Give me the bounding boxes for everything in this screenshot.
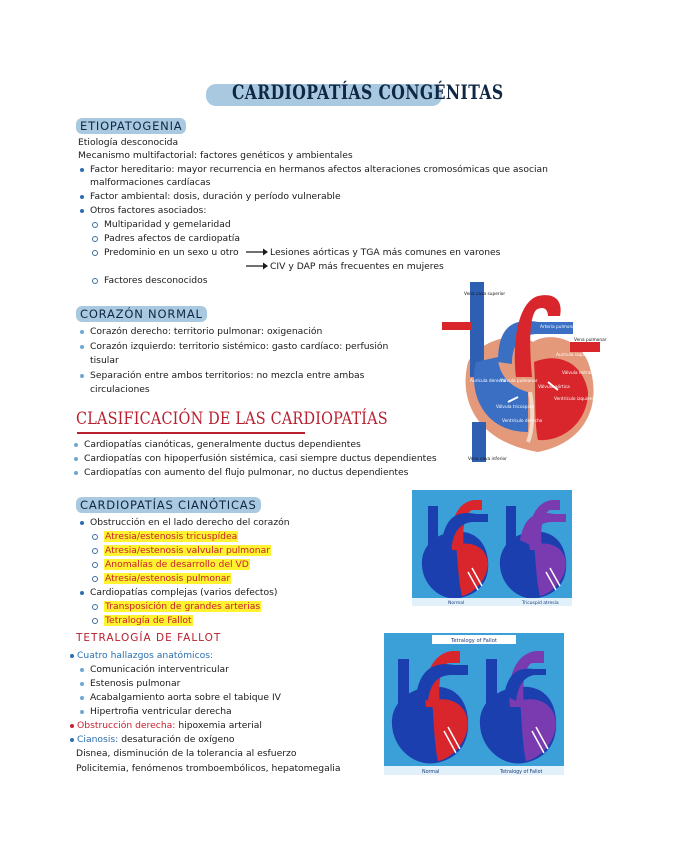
tetra-sub-4-text: Hipertrofia ventricular derecha <box>90 706 232 717</box>
page-title <box>206 78 504 110</box>
bullet-icon <box>80 668 84 672</box>
etio-line-1: Etiología desconocida <box>78 137 179 148</box>
cian-sub-5 <box>92 600 261 613</box>
bullet-icon <box>70 654 74 658</box>
tetra-bullet-3 <box>70 733 235 746</box>
tetra-sub-1-text: Comunicación interventricular <box>90 664 229 675</box>
cian-sub-3 <box>92 558 250 571</box>
fig2-caption-right: Tetralogy of Fallot <box>500 770 543 775</box>
etio-bullet-3 <box>80 204 206 217</box>
etio-sub-2-text: Padres afectos de cardiopatía <box>104 233 240 244</box>
bullet-icon <box>80 521 84 525</box>
bullet-icon <box>80 710 84 714</box>
pulmonary-vein <box>570 342 600 352</box>
heading-underline <box>77 432 305 434</box>
cian-sub-1-text: Atresia/estenosis tricuspídea <box>105 531 238 542</box>
tetra-line-1: Disnea, disminución de la tolerancia al esfuerzo <box>76 748 297 759</box>
etio-bullet-1-cont: malformaciones cardíacas <box>90 177 211 188</box>
etio-sub-3-text: Predominio en un sexo u otro <box>104 247 239 258</box>
label-ventriculo-izq: Ventrículo izquierdo <box>554 397 597 402</box>
corazon-bullet-1-text: Corazón derecho: territorio pulmonar: oxigenación <box>90 326 323 337</box>
cian-sub-4-text: Atresia/estenosis pulmonar <box>105 573 231 584</box>
label-aorta: Aorta <box>534 290 546 295</box>
heading-tetralogia: TETRALOGÍA DE FALLOT <box>76 632 222 644</box>
bullet-icon <box>80 345 84 349</box>
tricuspid-atresia-figure <box>412 490 572 606</box>
label-vci: Vena cava inferior <box>468 457 507 462</box>
etio-sub-4-text: Factores desconocidos <box>104 275 208 286</box>
label-auricula-der: Aurícula derecha <box>470 379 507 384</box>
etio-sub-3 <box>92 246 239 259</box>
cian-bullet-1-text: Obstrucción en el lado derecho del corazón <box>90 517 290 528</box>
ring-bullet-icon <box>92 236 98 242</box>
bullet-icon <box>80 374 84 378</box>
corazon-bullet-3-text: Separación entre ambos territorios: no mezcla entre ambas <box>90 370 365 381</box>
heading-clasificacion: CLASIFICACIÓN DE LAS CARDIOPATÍAS <box>76 409 388 429</box>
tetra-sub-3-text: Acabalgamiento aorta sobre el tabique IV <box>90 692 281 703</box>
etio-sub-3a: Lesiones aórticas y TGA más comunes en varones <box>270 247 501 258</box>
bullet-icon <box>80 209 84 213</box>
cian-sub-2 <box>92 544 271 557</box>
bullet-icon <box>80 195 84 199</box>
tetra-bullet-3-text: desaturación de oxígeno <box>121 734 235 745</box>
ring-bullet-icon <box>92 604 98 610</box>
tetra-sub-4 <box>80 705 232 718</box>
bullet-icon <box>80 682 84 686</box>
tetra-sub-2 <box>80 677 180 690</box>
tetra-sub-2-text: Estenosis pulmonar <box>90 678 181 689</box>
ring-bullet-icon <box>92 222 98 228</box>
bullet-icon <box>70 738 74 742</box>
etio-line-2: Mecanismo multifactorial: factores genéticos y ambientales <box>78 150 353 161</box>
etio-sub-3b: CIV y DAP más frecuentes en mujeres <box>270 261 444 272</box>
tetra-bullet-2-text: hipoxemia arterial <box>178 720 262 731</box>
etio-bullet-2-text: Factor ambiental: dosis, duración y período vulnerable <box>90 191 341 202</box>
clasif-bullet-1 <box>74 438 361 451</box>
ring-bullet-icon <box>92 534 98 540</box>
label-auricula-izq: Aurícula izquierda <box>556 353 595 358</box>
fig2-title: Tetralogy of Fallot <box>451 638 497 644</box>
clasif-bullet-3-text: Cardiopatías con aumento del flujo pulmonar, no ductus dependientes <box>84 467 409 478</box>
label-valvula-pulmonar: Válvula pulmonar <box>500 379 538 384</box>
corazon-bullet-1 <box>80 325 322 338</box>
bullet-icon <box>70 724 74 728</box>
tetra-line-2: Policitemia, fenómenos tromboembólicos, hepatomegalia <box>76 763 341 774</box>
corazon-bullet-2 <box>80 340 388 353</box>
etio-bullet-1 <box>80 163 548 176</box>
cian-sub-5-text: Transposición de grandes arterias <box>105 601 261 612</box>
cian-bullet-2 <box>80 586 278 599</box>
etio-bullet-1-text: Factor hereditario: mayor recurrencia en hermanos afectos alteraciones cromosómicas que asocian <box>90 164 548 175</box>
bullet-icon <box>80 330 84 334</box>
etio-bullet-2 <box>80 190 341 203</box>
tetralogy-figure <box>384 633 564 775</box>
fig1-caption-left: Normal <box>448 601 465 606</box>
label-arteria-pulmonar: Arteria pulmonar <box>540 325 577 330</box>
arrow-right-icon <box>246 261 268 271</box>
etio-sub-4 <box>92 274 208 287</box>
tetra-bullet-1 <box>70 649 213 662</box>
label-vcs: Vena cava superior <box>464 292 506 297</box>
corazon-bullet-3-cont: circulaciones <box>90 384 150 395</box>
ring-bullet-icon <box>92 562 98 568</box>
etio-sub-1 <box>92 218 231 231</box>
fig2-caption-left: Normal <box>422 770 440 775</box>
normal-heart-diagram <box>438 282 608 462</box>
bullet-icon <box>74 443 78 447</box>
ring-bullet-icon <box>92 618 98 624</box>
heading-cianoticas: CARDIOPATÍAS CIANÓTICAS <box>76 497 261 513</box>
corazon-bullet-2-text: Corazón izquierdo: territorio sistémico: gasto cardíaco: perfusión <box>90 341 389 352</box>
ring-bullet-icon <box>92 548 98 554</box>
cian-bullet-2-text: Cardiopatías complejas (varios defectos) <box>90 587 278 598</box>
etio-sub-1-text: Multiparidad y gemelaridad <box>104 219 231 230</box>
cian-sub-6 <box>92 614 193 627</box>
clasif-bullet-2-text: Cardiopatías con hipoperfusión sistémica, casi siempre ductus dependientes <box>84 453 437 464</box>
tetra-bullet-1-text: Cuatro hallazgos anatómicos: <box>77 650 214 661</box>
ring-bullet-icon <box>92 576 98 582</box>
ring-bullet-icon <box>92 278 98 284</box>
arrow-right-icon <box>246 247 268 257</box>
clasif-bullet-3 <box>74 466 408 479</box>
fig1-caption-right: Tricuspid atresia <box>522 601 559 606</box>
clasif-bullet-2 <box>74 452 437 465</box>
cian-sub-6-text: Tetralogía de Fallot <box>105 615 192 626</box>
corazon-bullet-2-cont: tisular <box>90 355 119 366</box>
etio-bullet-3-text: Otros factores asociados: <box>90 205 207 216</box>
corazon-bullet-3 <box>80 369 364 382</box>
label-valvula-tricuspide: Válvula tricúspide <box>496 405 535 410</box>
pulmonary-vein-left <box>442 322 472 330</box>
cian-bullet-1 <box>80 516 290 529</box>
label-vena-pulmonar: Vena pulmonar <box>574 338 607 343</box>
tetra-sub-1 <box>80 663 229 676</box>
label-valvula-mitral: Válvula mitral <box>562 371 592 376</box>
tetra-sub-3 <box>80 691 281 704</box>
vena-cava-inferior <box>472 422 486 462</box>
bullet-icon <box>80 168 84 172</box>
heading-etiopatogenia: ETIOPATOGENIA <box>76 118 186 134</box>
tetra-bullet-2 <box>70 719 262 732</box>
bullet-icon <box>80 696 84 700</box>
heading-corazon-normal: CORAZÓN NORMAL <box>76 306 207 322</box>
cian-sub-3-text: Anomalías de desarrollo del VD <box>105 559 249 570</box>
clasif-bullet-1-text: Cardiopatías cianóticas, generalmente ductus dependientes <box>84 439 361 450</box>
label-ventriculo-der: Ventrículo derecho <box>502 419 543 424</box>
bullet-icon <box>74 457 78 461</box>
cian-sub-4 <box>92 572 231 585</box>
etio-sub-2 <box>92 232 240 245</box>
bullet-icon <box>80 591 84 595</box>
cian-sub-2-text: Atresia/estenosis valvular pulmonar <box>105 545 270 556</box>
cian-sub-1 <box>92 530 238 543</box>
page-title-text: CARDIOPATÍAS CONGÉNITAS <box>231 80 504 104</box>
tetra-bullet-2-label: Obstrucción derecha: <box>77 720 176 731</box>
label-valvula-aortica: Válvula aórtica <box>538 385 570 390</box>
bullet-icon <box>74 471 78 475</box>
tetra-bullet-3-label: Cianosis: <box>77 734 119 745</box>
ring-bullet-icon <box>92 250 98 256</box>
